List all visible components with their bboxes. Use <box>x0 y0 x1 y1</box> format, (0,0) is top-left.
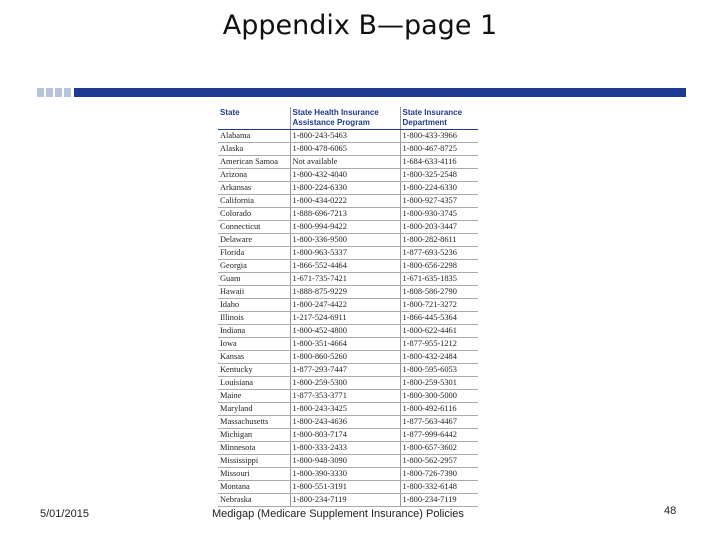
cell-dept-phone: 1-800-432-2484 <box>400 351 478 364</box>
cell-state: Maine <box>218 390 290 403</box>
table-row <box>218 481 478 494</box>
cell-dept-phone: 1-800-467-8725 <box>400 143 478 156</box>
cell-state: Idaho <box>218 299 290 312</box>
table-row <box>218 169 478 182</box>
cell-dept-phone: 1-866-445-5364 <box>400 312 478 325</box>
accent-segment <box>55 88 62 97</box>
cell-state: Nebraska <box>218 494 290 507</box>
cell-ship-phone: 1-800-234-7119 <box>290 494 400 507</box>
cell-state: Florida <box>218 247 290 260</box>
cell-ship-phone: Not available <box>290 156 400 169</box>
cell-state: Arizona <box>218 169 290 182</box>
accent-line <box>74 88 686 97</box>
table-row <box>218 299 478 312</box>
page-number: 48 <box>664 505 677 517</box>
cell-dept-phone: 1-800-562-2957 <box>400 455 478 468</box>
cell-state: Michigan <box>218 429 290 442</box>
table-row <box>218 338 478 351</box>
cell-ship-phone: 1-800-452-4800 <box>290 325 400 338</box>
cell-dept-phone: 1-800-300-5000 <box>400 390 478 403</box>
cell-dept-phone: 1-800-622-4461 <box>400 325 478 338</box>
table-header-row <box>218 107 478 130</box>
cell-ship-phone: 1-800-351-4664 <box>290 338 400 351</box>
cell-ship-phone: 1-800-336-9500 <box>290 234 400 247</box>
cell-ship-phone: 1-800-551-3191 <box>290 481 400 494</box>
contacts-table-wrapper <box>218 107 478 507</box>
cell-state: Montana <box>218 481 290 494</box>
table-row <box>218 182 478 195</box>
table-row <box>218 195 478 208</box>
header-ship: State Health Insurance Assistance Program <box>290 107 400 130</box>
cell-dept-phone: 1-800-325-2548 <box>400 169 478 182</box>
table-row <box>218 130 478 143</box>
cell-dept-phone: 1-800-282-8611 <box>400 234 478 247</box>
contacts-table <box>218 107 478 507</box>
table-row <box>218 247 478 260</box>
cell-ship-phone: 1-888-696-7213 <box>290 208 400 221</box>
cell-dept-phone: 1-800-930-3745 <box>400 208 478 221</box>
cell-dept-phone: 1-800-726-7390 <box>400 468 478 481</box>
table-row <box>218 286 478 299</box>
cell-ship-phone: 1-800-243-5463 <box>290 130 400 143</box>
cell-state: Connecticut <box>218 221 290 234</box>
cell-dept-phone: 1-877-693-5236 <box>400 247 478 260</box>
table-row <box>218 468 478 481</box>
cell-ship-phone: 1-866-552-4464 <box>290 260 400 273</box>
cell-dept-phone: 1-808-586-2790 <box>400 286 478 299</box>
cell-dept-phone: 1-800-656-2298 <box>400 260 478 273</box>
cell-state: Georgia <box>218 260 290 273</box>
cell-ship-phone: 1-877-353-3771 <box>290 390 400 403</box>
table-row <box>218 234 478 247</box>
footer-title: Medigap (Medicare Supplement Insurance) Policies <box>212 508 464 520</box>
cell-dept-phone: 1-800-595-6053 <box>400 364 478 377</box>
cell-dept-phone: 1-800-433-3966 <box>400 130 478 143</box>
cell-state: Iowa <box>218 338 290 351</box>
cell-ship-phone: 1-671-735-7421 <box>290 273 400 286</box>
cell-dept-phone: 1-671-635-1835 <box>400 273 478 286</box>
cell-state: Missouri <box>218 468 290 481</box>
cell-state: California <box>218 195 290 208</box>
table-row <box>218 143 478 156</box>
cell-ship-phone: 1-800-247-4422 <box>290 299 400 312</box>
cell-ship-phone: 1-888-875-9229 <box>290 286 400 299</box>
header-state: State <box>218 107 290 130</box>
cell-dept-phone: 1-877-999-6442 <box>400 429 478 442</box>
table-row <box>218 494 478 507</box>
cell-state: Guam <box>218 273 290 286</box>
cell-dept-phone: 1-800-259-5301 <box>400 377 478 390</box>
cell-ship-phone: 1-800-243-3425 <box>290 403 400 416</box>
cell-ship-phone: 1-800-333-2433 <box>290 442 400 455</box>
cell-ship-phone: 1-800-994-9422 <box>290 221 400 234</box>
table-row <box>218 325 478 338</box>
table-row <box>218 260 478 273</box>
table-row <box>218 208 478 221</box>
cell-ship-phone: 1-800-860-5260 <box>290 351 400 364</box>
table-body <box>218 130 478 507</box>
table-row <box>218 364 478 377</box>
cell-ship-phone: 1-800-963-5337 <box>290 247 400 260</box>
cell-state: Maryland <box>218 403 290 416</box>
table-row <box>218 455 478 468</box>
cell-ship-phone: 1-800-434-0222 <box>290 195 400 208</box>
table-row <box>218 403 478 416</box>
accent-segment <box>46 88 53 97</box>
cell-state: Alabama <box>218 130 290 143</box>
cell-dept-phone: 1-877-563-4467 <box>400 416 478 429</box>
cell-state: Mississippi <box>218 455 290 468</box>
accent-segment <box>37 88 44 97</box>
cell-ship-phone: 1-800-224-6330 <box>290 182 400 195</box>
cell-state: Alaska <box>218 143 290 156</box>
cell-state: Arkansas <box>218 182 290 195</box>
table-row <box>218 429 478 442</box>
cell-state: Louisiana <box>218 377 290 390</box>
cell-state: Indiana <box>218 325 290 338</box>
cell-state: Colorado <box>218 208 290 221</box>
cell-state: Massachusetts <box>218 416 290 429</box>
footer-date: 5/01/2015 <box>40 508 89 520</box>
cell-ship-phone: 1-800-243-4636 <box>290 416 400 429</box>
table-row <box>218 312 478 325</box>
cell-ship-phone: 1-800-432-4040 <box>290 169 400 182</box>
cell-dept-phone: 1-800-927-4357 <box>400 195 478 208</box>
table-row <box>218 377 478 390</box>
cell-dept-phone: 1-877-955-1212 <box>400 338 478 351</box>
cell-state: American Samoa <box>218 156 290 169</box>
header-insurance-dept: State Insurance Department <box>400 107 478 130</box>
cell-dept-phone: 1-800-721-3272 <box>400 299 478 312</box>
cell-dept-phone: 1-800-332-6148 <box>400 481 478 494</box>
accent-segment <box>64 88 71 97</box>
cell-dept-phone: 1-800-234-7119 <box>400 494 478 507</box>
cell-state: Illinois <box>218 312 290 325</box>
table-row <box>218 273 478 286</box>
table-row <box>218 221 478 234</box>
cell-state: Kentucky <box>218 364 290 377</box>
cell-dept-phone: 1-800-657-3602 <box>400 442 478 455</box>
table-row <box>218 416 478 429</box>
table-row <box>218 390 478 403</box>
table-row <box>218 156 478 169</box>
cell-dept-phone: 1-684-633-4116 <box>400 156 478 169</box>
cell-dept-phone: 1-800-224-6330 <box>400 182 478 195</box>
table-row <box>218 351 478 364</box>
page-title: Appendix B—page 1 <box>222 10 498 41</box>
cell-state: Kansas <box>218 351 290 364</box>
cell-dept-phone: 1-800-203-3447 <box>400 221 478 234</box>
cell-state: Minnesota <box>218 442 290 455</box>
table-row <box>218 442 478 455</box>
cell-ship-phone: 1-800-478-6065 <box>290 143 400 156</box>
cell-ship-phone: 1-800-803-7174 <box>290 429 400 442</box>
cell-ship-phone: 1-877-293-7447 <box>290 364 400 377</box>
cell-state: Hawaii <box>218 286 290 299</box>
cell-state: Delaware <box>218 234 290 247</box>
cell-dept-phone: 1-800-492-6116 <box>400 403 478 416</box>
cell-ship-phone: 1-800-390-3330 <box>290 468 400 481</box>
cell-ship-phone: 1-800-259-5300 <box>290 377 400 390</box>
cell-ship-phone: 1-217-524-6911 <box>290 312 400 325</box>
cell-ship-phone: 1-800-948-3090 <box>290 455 400 468</box>
